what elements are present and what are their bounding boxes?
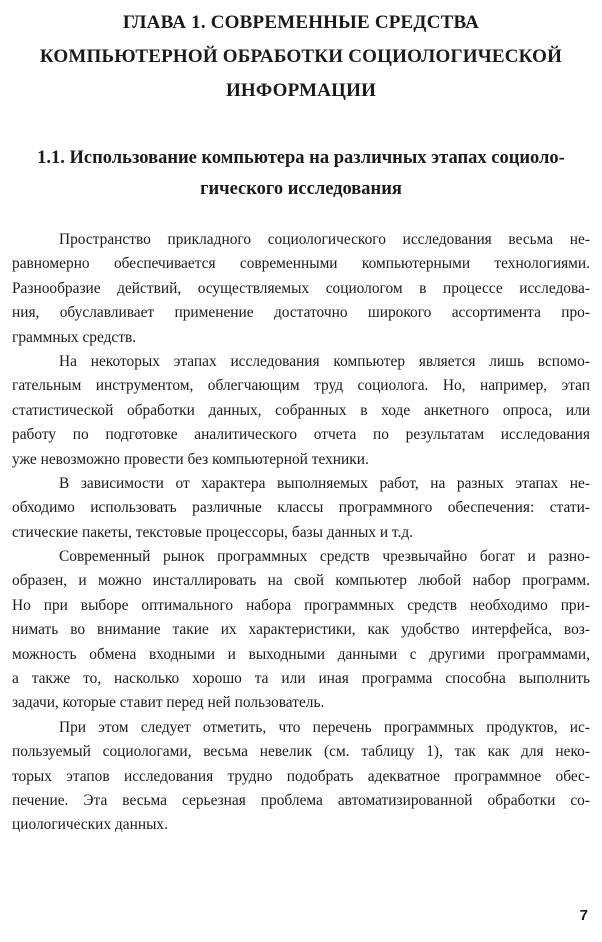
paragraph-line: пользуемый социологами, весьма невелик (см. таблицу 1), так как для неко- [12,743,590,761]
chapter-title [10,6,592,108]
paragraph-line: равномерно обеспечивается современными компьютерными технологиями. [12,255,590,273]
paragraph-line: нимать во внимание такие их характеристики, как удобство интерфейса, воз- [12,621,590,639]
paragraph-line: гательным инструментом, облегчающим труд социолога. Но, например, этап [12,377,590,395]
paragraph-line: работу по подготовке аналитического отчета по результатам исследования [12,426,590,444]
paragraph-line: обходимо использовать различные классы программного обеспечения: стати- [12,499,590,517]
paragraph-line: Разнообразие действий, осуществляемых социологом в процессе исследова- [12,279,590,297]
paragraph-line: образен, и можно инсталлировать на свой компьютер любой набор программ. [12,572,590,590]
paragraph-line: задачи, которые ставит перед ней пользователь. [12,694,325,712]
paragraph-line: граммных средств. [12,328,137,346]
paragraph-line: На некоторых этапах исследования компьютер является лишь вспомо- [59,352,590,370]
paragraph-line: уже невозможно провести без компьютерной техники. [12,450,369,468]
section-title-line: гического исследования [200,179,402,199]
section-title-line: 1.1. Использование компьютера на различных этапах социоло- [37,148,565,168]
paragraph-line: стические пакеты, текстовые процессоры, базы данных и т.д. [12,523,414,541]
paragraph-line: Но при выборе оптимального набора программных средств необходимо при- [12,596,590,614]
paragraph-line: Пространство прикладного социологического исследования весьма не- [59,231,590,248]
chapter-title-line: КОМПЬЮТЕРНОЙ ОБРАБОТКИ СОЦИОЛОГИЧЕСКОЙ [39,46,563,67]
paragraph-line: можность обмена входными и выходными данными с другими программами, [12,645,590,663]
paragraph-line: печение. Эта весьма серьезная проблема автоматизированной обработки со- [12,791,590,809]
chapter-title-line: ГЛАВА 1. СОВРЕМЕННЫЕ СРЕДСТВА [122,12,480,33]
body-text [12,228,590,838]
paragraph-line: торых этапов исследования трудно подобрать адекватное программное обес- [12,767,590,785]
chapter-title-line: ИНФОРМАЦИИ [225,80,377,101]
paragraph-line: Современный рынок программных средств чрезвычайно богат и разно- [59,548,590,566]
page-number: 7 [579,907,588,924]
section-title [8,143,594,205]
paragraph-line: При этом следует отметить, что перечень программных продуктов, ис- [59,718,590,736]
paragraph-line: циологических данных. [12,816,168,834]
paragraph-line: В зависимости от характера выполняемых работ, на разных этапах не- [59,474,590,492]
paragraph-line: ния, обуславливает применение достаточно широкого ассортимента про- [12,304,590,322]
paragraph-line: статистической обработки данных, собранных в ходе анкетного опроса, или [12,401,590,419]
paragraph-line: а также то, насколько хорошо та или иная программа способна выполнить [12,670,590,688]
